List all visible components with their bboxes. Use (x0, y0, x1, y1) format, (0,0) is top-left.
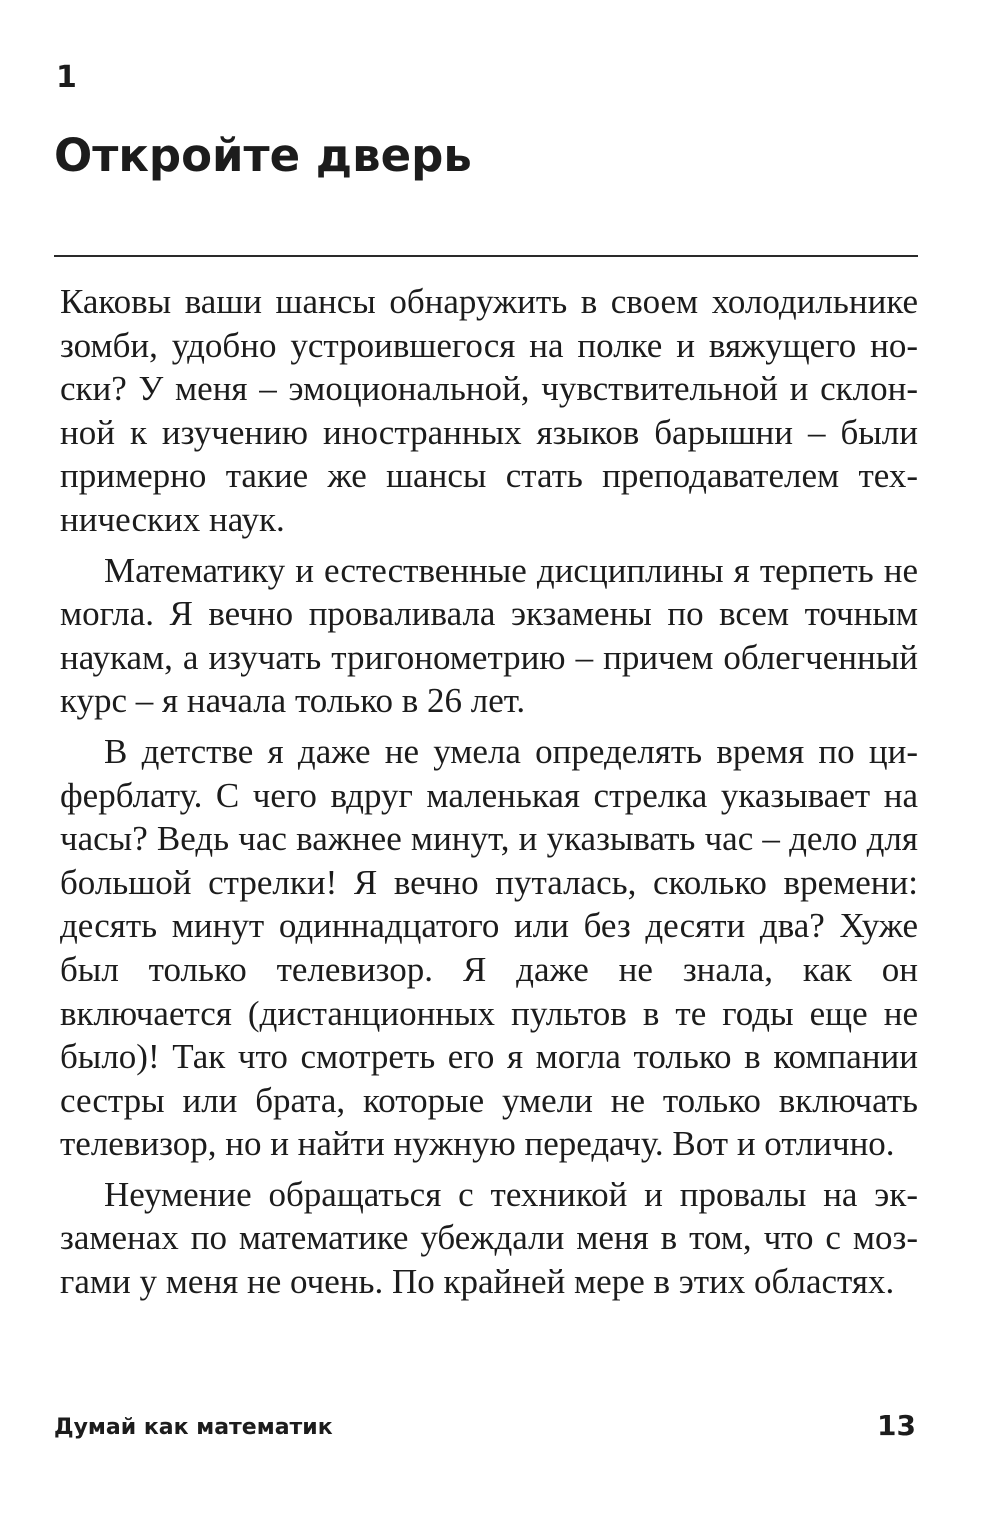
paragraph: Каковы ваши шансы обнаружить в своем холодильнике зомби, удобно устроившегося на полке и вяжущего носки? У меня – эмоциональной, чувствительной и склонной к изучению иностранных языков барышни – были примерно такие же шансы стать преподавателем технических наук. (60, 282, 918, 539)
footer-book-title: Думай как математик (54, 1415, 333, 1440)
chapter-title: Откройте дверь (54, 129, 472, 182)
paragraph: Математику и естественные дисциплины я терпеть не могла. Я вечно проваливала экзамены по всем точным наукам, а изучать тригонометрию – причем облегченный курс – я начала только в 26 лет. (60, 550, 918, 721)
page-number: 13 (877, 1409, 916, 1442)
paragraph: Неумение обращаться с техникой и провалы на экзаменах по математике убеждали меня в том, что с мозгами у меня не очень. По крайней мере в этих областях. (60, 1174, 918, 1302)
chapter-number: 1 (56, 60, 77, 95)
paragraph: В детстве я даже не умела определять время по циферблату. С чего вдруг маленькая стрелка указывает на часы? Ведь час важнее минут, и указывать час – дело для большой стрелки! Я вечно путалась, сколько времени: десять минут одиннадцатого или без десяти два? Хуже был только телевизор. Я даже не знала, как он включается (дистанционных пультов в те годы еще не было)! Так что смотреть его я могла только в компании сестры или брата, которые умели не только включать телевизор, но и найти нужную передачу. Вот и отлично. (60, 731, 918, 1164)
title-divider (54, 255, 918, 257)
body-text (60, 280, 918, 1311)
